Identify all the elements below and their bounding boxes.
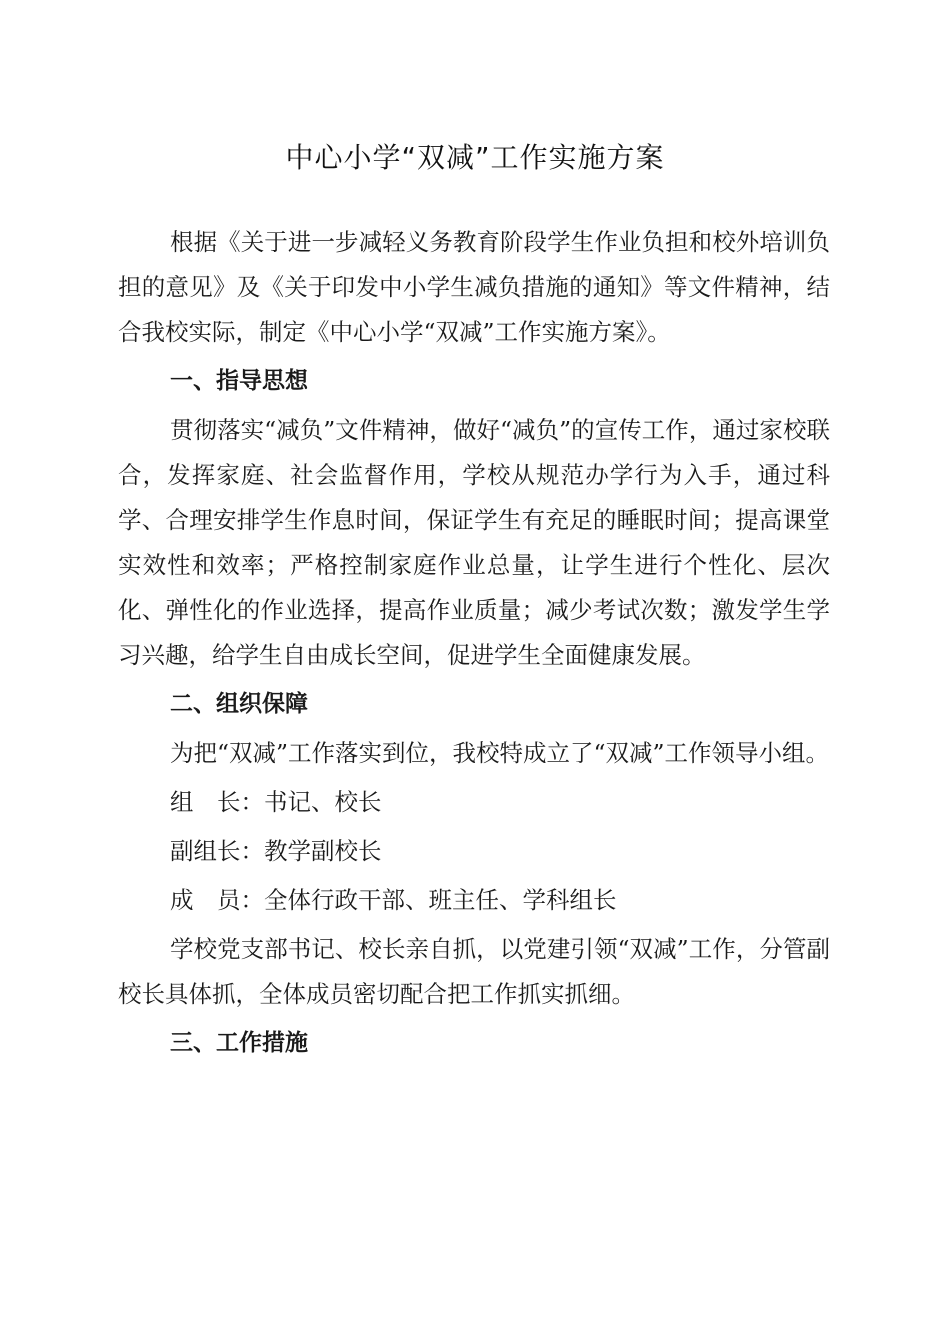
section-heading-guiding-ideology: 一、指导思想 <box>170 368 308 394</box>
section-heading-measures: 三、工作措施 <box>170 1030 308 1056</box>
section-heading-organization: 二、组织保障 <box>170 691 308 717</box>
intro-paragraph: 根据《关于进一步减轻义务教育阶段学生作业负担和校外培训负担的意见》及《关于印发中小学生减负措施的通知》等文件精神，结合我校实际，制定《中心小学“双减”工作实施方案》。 <box>118 228 830 346</box>
document-body <box>118 220 830 1070</box>
organization-paragraph: 为把“双减”工作落实到位，我校特成立了“双减”工作领导小组。 <box>170 739 830 767</box>
member-leader: 组 长：书记、校长 <box>170 788 382 816</box>
member-deputy-leader: 副组长：教学副校长 <box>170 837 382 865</box>
organization-closing-paragraph: 学校党支部书记、校长亲自抓，以党建引领“双减”工作，分管副校长具体抓，全体成员密切配合把工作抓实抓细。 <box>118 935 830 1008</box>
guiding-ideology-paragraph: 贯彻落实“减负”文件精神，做好“减负”的宣传工作，通过家校联合，发挥家庭、社会监督作用，学校从规范办学行为入手，通过科学、合理安排学生作息时间，保证学生有充足的睡眠时间；提高课堂实效性和效率；严格控制家庭作业总量，让学生进行个性化、层次化、弹性化的作业选择，提高作业质量；减少考试次数；激发学生学习兴趣，给学生自由成长空间，促进学生全面健康发展。 <box>118 416 830 669</box>
member-members: 成 员：全体行政干部、班主任、学科组长 <box>170 886 617 914</box>
document-title: 中心小学“双减”工作实施方案 <box>285 141 665 174</box>
